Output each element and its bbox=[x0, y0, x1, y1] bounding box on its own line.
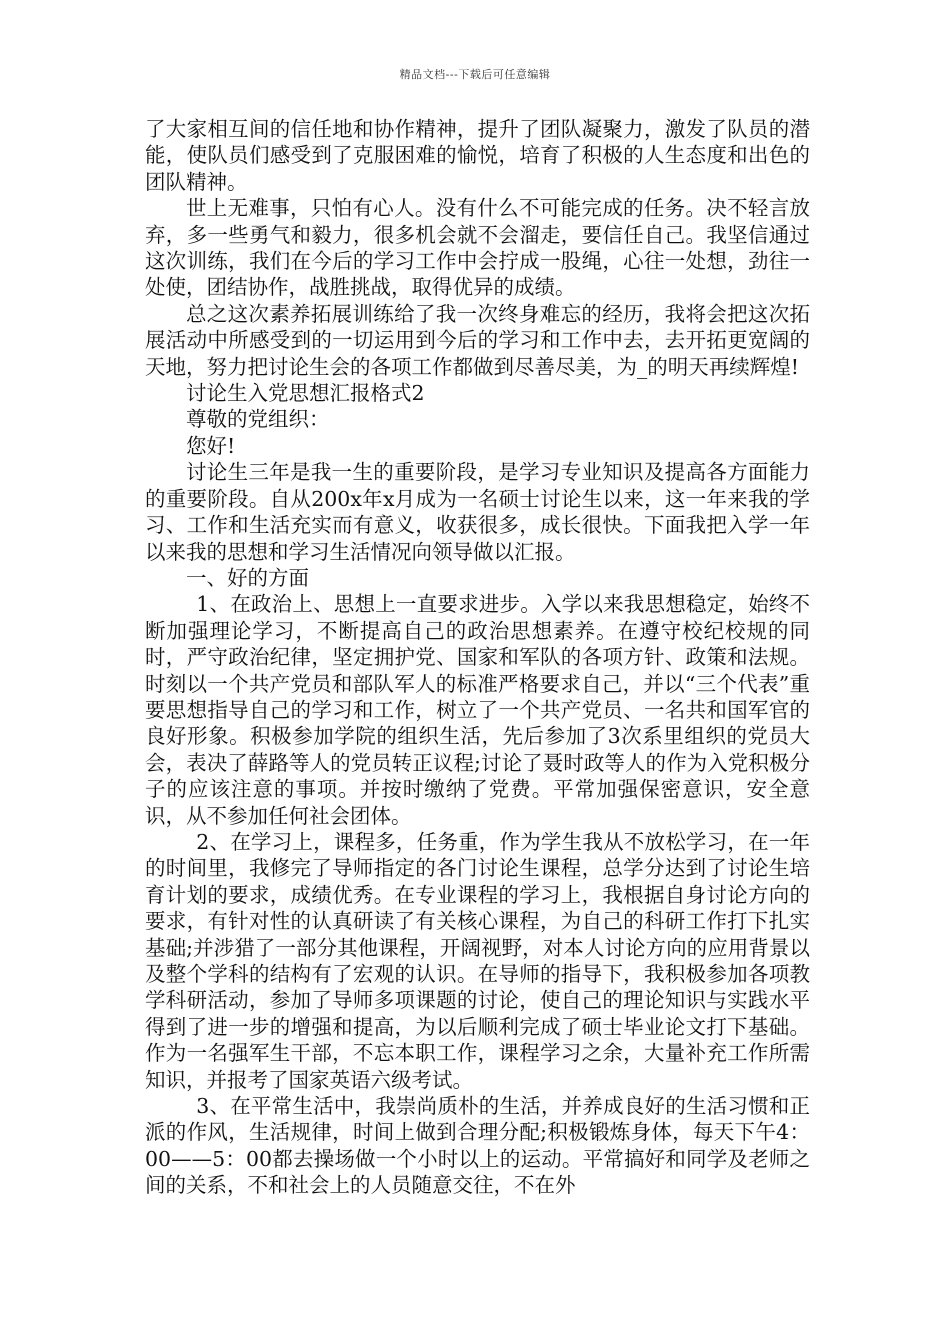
paragraph-item-3: 3、在平常生活中，我崇尚质朴的生活，并养成良好的生活习惯和正派的作风，生活规律，时间上做到合理分配;积极锻炼身体，每天下午4：00——5：00都去操场做一个小时以上的运动。平常搞好和同学及老师之间的关系，不和社会上的人员随意交往，不在外 bbox=[145, 1094, 810, 1198]
paragraph-item-1: 1、在政治上、思想上一直要求进步。入学以来我思想稳定，始终不断加强理论学习，不断提高自己的政治思想素养。在遵守校纪校规的同时，严守政治纪律，坚定拥护党、国家和军队的各项方针、政策和法规。时刻以一个共产党员和部队军人的标准严格要求自己，并以“三个代表”重要思想指导自己的学习和工作，树立了一个共产党员、一名共和国军官的良好形象。积极参加学院的组织生活，先后参加了3次系里组织的党员大会，表决了薛路等人的党员转正议程;讨论了聂时政等人的作为入党积极分子的应该注意的事项。并按时缴纳了党费。平常加强保密意识，安全意识，从不参加任何社会团体。 bbox=[145, 592, 810, 828]
subsection-heading: 一、好的方面 bbox=[186, 565, 309, 590]
paragraph-item-2: 2、在学习上，课程多，任务重，作为学生我从不放松学习，在一年的时间里，我修完了导师指定的各门讨论生课程，总学分达到了讨论生培育计划的要求，成绩优秀。在专业课程的学习上，我根据自身讨论方向的要求，有针对性的认真研读了有关核心课程，为自己的科研工作打下扎实基础;并涉猎了一部分其他课程，开阔视野，对本人讨论方向的应用背景以及整个学科的结构有了宏观的认识。在导师的指导下，我积极参加各项教学科研活动，参加了导师多项课题的讨论，使自己的理论知识与实践水平得到了进一步的增强和提高，为以后顺利完成了硕士毕业论文打下基础。作为一名强军生干部，不忘本职工作，课程学习之余，大量补充工作所需知识，并报考了国家英语六级考试。 bbox=[145, 829, 810, 1092]
paragraph-intro: 讨论生三年是我一生的重要阶段，是学习专业知识及提高各方面能力的重要阶段。自从200x年x月成为一名硕士讨论生以来，这一年来我的学习、工作和生活充实而有意义，收获很多，成长很快。下面我把入学一年以来我的思想和学习生活情况向领导做以汇报。 bbox=[145, 460, 810, 564]
page-header: 精品文档---下载后可任意编辑 bbox=[399, 68, 551, 81]
paragraph-2: 世上无难事，只怕有心人。没有什么不可能完成的任务。决不轻言放弃，多一些勇气和毅力，很多机会就不会溜走，要信任自己。我坚信通过这次训练，我们在今后的学习工作中会拧成一股绳，心往一处想，劲往一处使，团结协作，战胜挑战，取得优异的成绩。 bbox=[145, 196, 810, 300]
section-heading: 讨论生入党思想汇报格式2 bbox=[186, 381, 425, 406]
paragraph-3: 总之这次素养拓展训练给了我一次终身难忘的经历，我将会把这次拓展活动中所感受到的一切运用到今后的学习和工作中去，去开拓更宽阔的天地，努力把讨论生会的各项工作都做到尽善尽美，为_的明天再续辉煌! bbox=[145, 301, 810, 379]
paragraph-1: 了大家相互间的信任地和协作精神，提升了团队凝聚力，激发了队员的潜能，使队员们感受到了克服困难的愉悦，培育了积极的人生态度和出色的团队精神。 bbox=[145, 117, 810, 194]
greeting: 您好! bbox=[186, 433, 236, 458]
salutation: 尊敬的党组织： bbox=[186, 407, 330, 432]
document-body bbox=[145, 116, 810, 1199]
